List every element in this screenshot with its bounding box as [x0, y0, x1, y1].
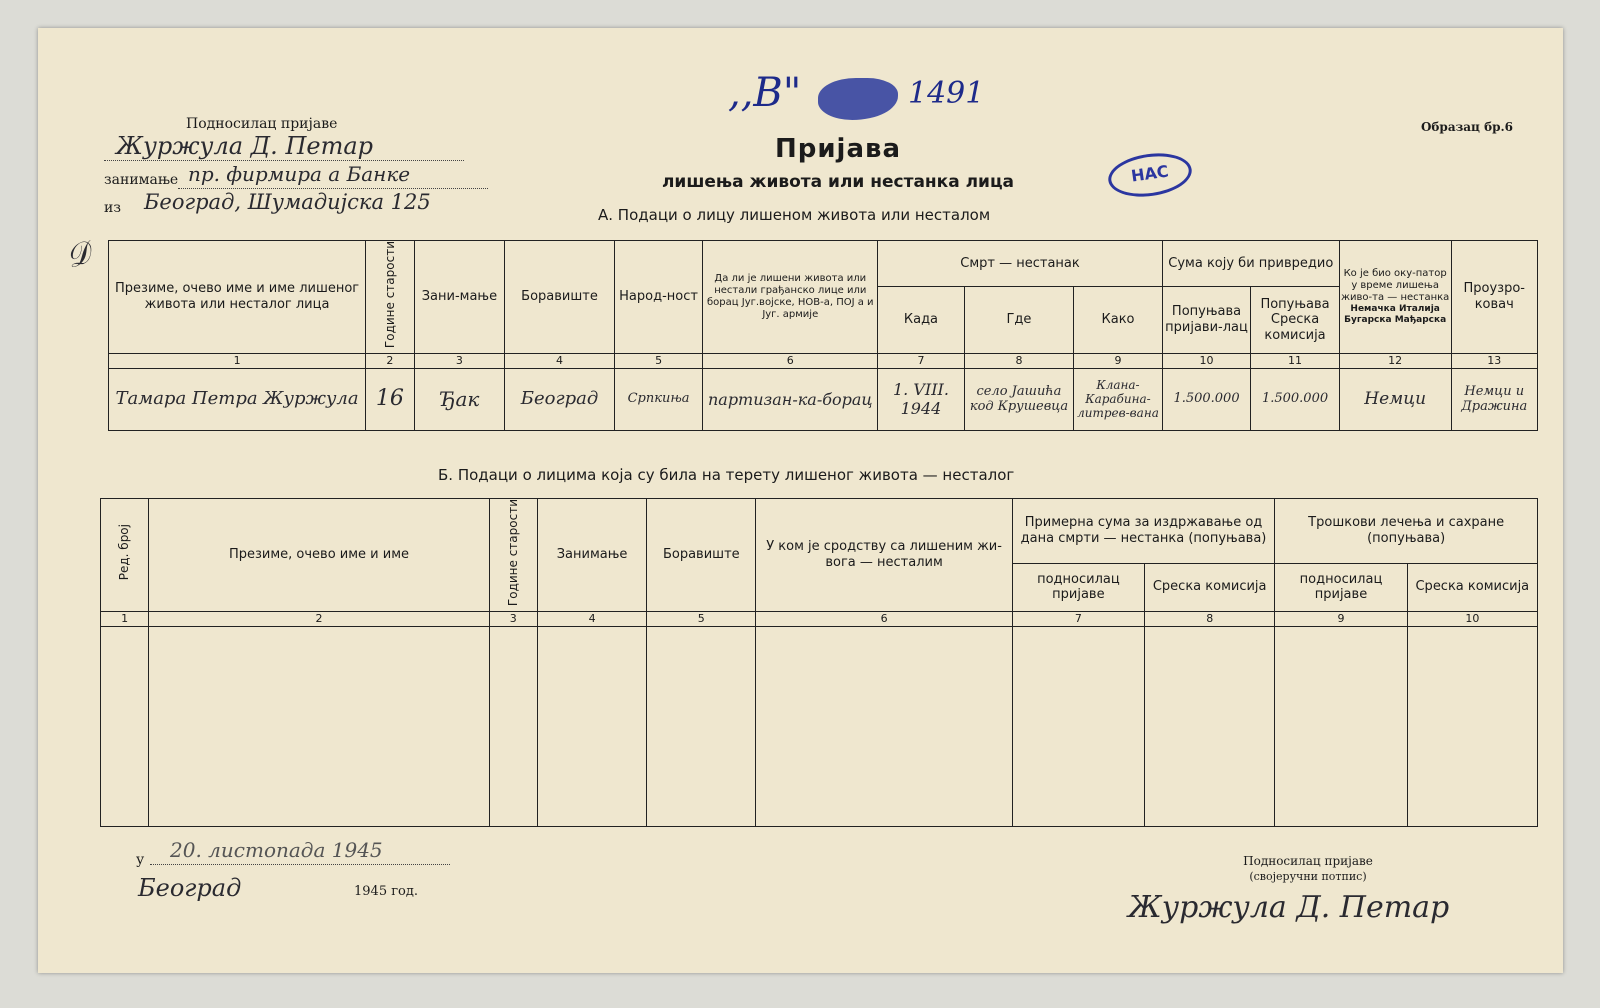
col-residence-header: Боравиште [505, 241, 615, 354]
occupation-label: занимање [104, 172, 179, 188]
col-number: 4 [505, 353, 615, 368]
col-number: 11 [1251, 353, 1340, 368]
date-line [150, 864, 450, 865]
col-number: 10 [1162, 353, 1251, 368]
nac-stamp: НАС [1105, 148, 1194, 201]
victim-name: Тамара Петра Журжула [109, 368, 366, 430]
col-occupier-header: Ко је био оку-патор у време лишења живо-та — нестанка Немачка Италија Бугарска Мађарска [1339, 241, 1451, 354]
empty-cell [647, 626, 756, 826]
col-perpetrator-header: Проузро-ковач [1451, 241, 1538, 354]
col-number: 2 [149, 611, 489, 626]
col-status-header: Да ли је лишени живота или нестали грађанско лице или борац Југ.војске, НОВ-а, ПОЈ а и Југ. армије [703, 241, 878, 354]
col-number: 5 [647, 611, 756, 626]
col-number: 9 [1275, 611, 1407, 626]
col-number: 8 [964, 353, 1074, 368]
place-label: у [136, 852, 145, 868]
empty-cell [1275, 626, 1407, 826]
death-when: 1. VIII. 1944 [878, 368, 964, 430]
col-residence-header: Боравиште [647, 499, 756, 612]
table-b [100, 498, 1538, 827]
col-age-header: Године старости [489, 499, 537, 612]
applicant-signature: Журжула Д. Петар [1128, 890, 1450, 925]
registry-number: 1491 [908, 76, 985, 111]
maintenance-group-header: Примерна сума за издржавање од дана смрти — нестанка (попуњава) [1012, 499, 1275, 564]
empty-cell [1012, 626, 1144, 826]
signature-label: Подносилац пријаве [1243, 854, 1373, 868]
applicant-label: Подносилац пријаве [186, 116, 338, 132]
from-label: из [104, 200, 121, 216]
col-number: 2 [366, 353, 414, 368]
form-number: Образац бр.6 [1420, 120, 1513, 134]
col-number: 12 [1339, 353, 1451, 368]
section-a-heading: А. Подаци о лицу лишеном живота или несталом [598, 206, 991, 224]
year-label: 1945 год. [354, 884, 418, 899]
col-number: 8 [1145, 611, 1275, 626]
col-number: 7 [878, 353, 964, 368]
col-number: 7 [1012, 611, 1144, 626]
empty-cell [149, 626, 489, 826]
sum-group-header: Сума коју би привредио [1162, 241, 1339, 287]
col-cost-applicant-header: подносилац пријаве [1275, 563, 1407, 611]
col-how-header: Како [1074, 287, 1163, 353]
col-number: 9 [1074, 353, 1163, 368]
col-ordinal-header: Ред. број [101, 499, 149, 612]
col-cost-commission-header: Среска комисија [1407, 563, 1537, 611]
ink-blot [818, 78, 898, 120]
form-title: Пријава [774, 134, 902, 164]
applicant-occupation: пр. фирмира а Банке [188, 162, 411, 186]
col-number: 3 [414, 353, 505, 368]
victim-status: партизан-ка-борац [703, 368, 878, 430]
document-sheet [38, 28, 1563, 973]
victim-occupation: Ђак [414, 368, 505, 430]
col-occupation-header: Зани-мање [414, 241, 505, 354]
col-when-header: Када [878, 287, 964, 353]
sum-commission: 1.500.000 [1251, 368, 1340, 430]
place-handwritten: Београд [138, 874, 242, 902]
col-relation-header: У ком је сродству са лишеним жи-вога — несталим [756, 499, 1012, 612]
col-number: 6 [703, 353, 878, 368]
applicant-address: Београд, Шумадијска 125 [144, 190, 431, 214]
victim-residence: Београд [505, 368, 615, 430]
table-row [109, 368, 1538, 430]
form-subtitle: лишења живота или нестанка лица [661, 172, 1015, 192]
col-age-header: Године старости [366, 241, 414, 354]
col-sum-applicant-header: Попуњава пријави-лац [1162, 287, 1251, 353]
col-number: 6 [756, 611, 1012, 626]
col-name-header: Презиме, очево име и име лишеног живота или несталог лица [109, 241, 366, 354]
occupation-line [178, 188, 488, 189]
col-number: 10 [1407, 611, 1537, 626]
col-maint-commission-header: Среска комисија [1145, 563, 1275, 611]
empty-cell [1407, 626, 1537, 826]
col-number: 13 [1451, 353, 1538, 368]
empty-cell [756, 626, 1012, 826]
victim-nationality: Српкиња [614, 368, 703, 430]
col-number: 1 [101, 611, 149, 626]
sum-applicant: 1.500.000 [1162, 368, 1251, 430]
col-number: 3 [489, 611, 537, 626]
costs-group-header: Трошкови лечења и сахране (попуњава) [1275, 499, 1538, 564]
empty-cell [1145, 626, 1275, 826]
col-number: 5 [614, 353, 703, 368]
registry-letter-mark: ,,В" [728, 70, 802, 116]
col-number: 1 [109, 353, 366, 368]
name-line [104, 160, 464, 161]
death-how: Клана-Карабина-литрев-вана [1074, 368, 1163, 430]
section-b-heading: Б. Подаци о лицима која су била на терету лишеног живота — несталог [438, 466, 1015, 484]
victim-age: 16 [366, 368, 414, 430]
margin-mark: 𝒟 [60, 234, 96, 277]
col-occupation-header: Занимање [537, 499, 646, 612]
col-number: 4 [537, 611, 646, 626]
table-a [108, 240, 1538, 431]
signature-sublabel: (својеручни потпис) [1249, 870, 1367, 883]
col-sum-commission-header: Попуњава Среска комисија [1251, 287, 1340, 353]
col-maint-applicant-header: подносилац пријаве [1012, 563, 1144, 611]
occupier: Немци [1339, 368, 1451, 430]
empty-cell [101, 626, 149, 826]
death-group-header: Смрт — нестанак [878, 241, 1163, 287]
death-where: село Јашића код Крушевца [964, 368, 1074, 430]
date-handwritten: 20. листопада 1945 [170, 838, 383, 862]
perpetrator: Немци и Дражина [1451, 368, 1538, 430]
table-row-empty [101, 626, 1538, 826]
applicant-name: Журжула Д. Петар [116, 132, 374, 160]
empty-cell [537, 626, 646, 826]
col-where-header: Где [964, 287, 1074, 353]
empty-cell [489, 626, 537, 826]
col-name-header: Презиме, очево име и име [149, 499, 489, 612]
col-nationality-header: Народ-ност [614, 241, 703, 354]
